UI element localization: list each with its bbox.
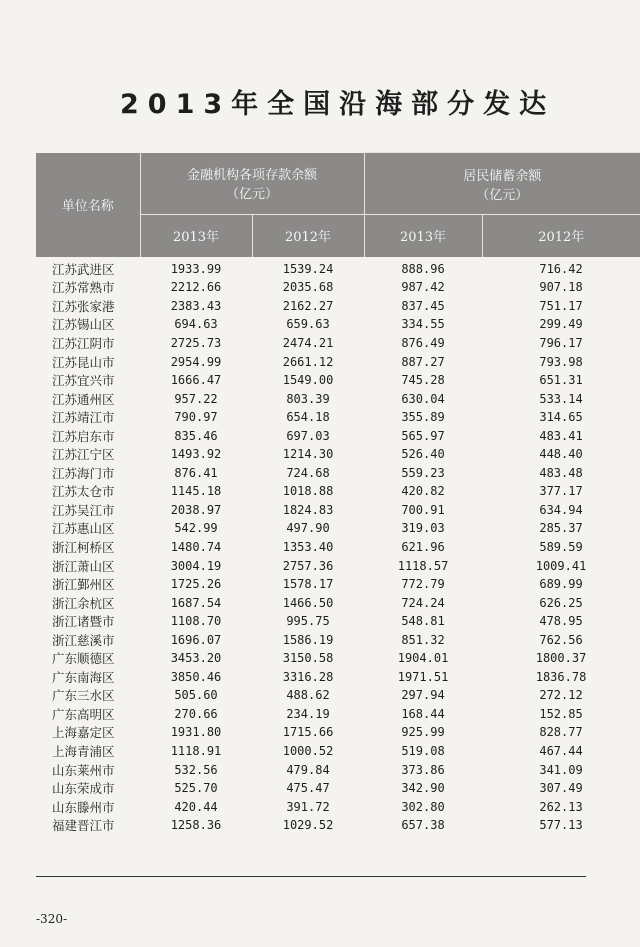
- row-value: 355.89: [401, 410, 445, 425]
- row-value: 796.17: [539, 335, 583, 350]
- table-row: [36, 593, 640, 612]
- table-row: [36, 723, 640, 742]
- row-value: 887.27: [401, 354, 445, 369]
- header-year: 2013年: [140, 215, 252, 257]
- row-value: 297.94: [401, 688, 445, 703]
- row-value: 314.65: [539, 410, 583, 425]
- row-value: 1549.00: [282, 373, 334, 388]
- row-value: 334.55: [401, 317, 445, 332]
- row-value: 1687.54: [170, 595, 222, 610]
- row-value: 565.97: [401, 428, 445, 443]
- header-deposits-unit: （亿元）: [226, 187, 279, 203]
- table-row: [36, 389, 640, 408]
- row-value: 1725.26: [170, 577, 222, 592]
- table-row: [36, 445, 640, 464]
- row-unit-name: 江苏江宁区: [52, 447, 115, 463]
- row-value: 589.59: [539, 539, 583, 554]
- row-value: 1493.92: [170, 447, 222, 462]
- header-unit-name: 单位名称: [36, 153, 140, 257]
- row-value: 634.94: [539, 502, 583, 517]
- row-value: 907.18: [539, 280, 583, 295]
- row-value: 270.66: [174, 706, 218, 721]
- row-value: 1824.83: [282, 502, 334, 517]
- row-value: 751.17: [539, 298, 583, 313]
- row-value: 1578.17: [282, 577, 334, 592]
- row-value: 532.56: [174, 762, 218, 777]
- data-table-wrapper: [36, 152, 640, 834]
- row-unit-name: 江苏锡山区: [52, 317, 115, 333]
- row-value: 957.22: [174, 391, 218, 406]
- row-value: 790.97: [174, 410, 218, 425]
- table-row: [36, 352, 640, 371]
- row-value: 1666.47: [170, 373, 222, 388]
- row-unit-name: 浙江鄞州区: [52, 577, 115, 593]
- row-value: 1466.50: [282, 595, 334, 610]
- row-value: 1258.36: [170, 818, 222, 833]
- row-value: 2954.99: [170, 354, 222, 369]
- header-deposits-group: [140, 153, 364, 215]
- row-value: 577.13: [539, 818, 583, 833]
- row-value: 234.19: [286, 706, 330, 721]
- table-body: [36, 257, 640, 835]
- row-value: 1118.57: [397, 558, 449, 573]
- row-value: 2038.97: [170, 502, 222, 517]
- row-unit-name: 上海青浦区: [52, 743, 115, 759]
- row-value: 1480.74: [170, 539, 222, 554]
- row-value: 630.04: [401, 391, 445, 406]
- row-value: 700.91: [401, 502, 445, 517]
- row-value: 341.09: [539, 762, 583, 777]
- row-unit-name: 江苏张家港: [52, 298, 115, 314]
- row-value: 377.17: [539, 484, 583, 499]
- row-value: 689.99: [539, 577, 583, 592]
- row-value: 3150.58: [282, 651, 334, 666]
- row-value: 724.68: [286, 465, 330, 480]
- row-value: 1353.40: [282, 539, 334, 554]
- row-unit-name: 江苏海门市: [52, 465, 115, 481]
- row-value: 1931.80: [170, 725, 222, 740]
- table-row: [36, 278, 640, 297]
- row-value: 533.14: [539, 391, 583, 406]
- row-value: 319.03: [401, 521, 445, 536]
- table-row: [36, 630, 640, 649]
- row-value: 2757.36: [282, 558, 334, 573]
- table-row: [36, 315, 640, 334]
- row-value: 420.44: [174, 799, 218, 814]
- row-value: 302.80: [401, 799, 445, 814]
- header-year: 2012年: [252, 215, 364, 257]
- row-value: 168.44: [401, 706, 445, 721]
- table-row: [36, 556, 640, 575]
- row-value: 772.79: [401, 577, 445, 592]
- row-value: 793.98: [539, 354, 583, 369]
- row-value: 478.95: [539, 614, 583, 629]
- row-value: 488.62: [286, 688, 330, 703]
- row-value: 299.49: [539, 317, 583, 332]
- row-value: 657.38: [401, 818, 445, 833]
- row-value: 548.81: [401, 614, 445, 629]
- row-value: 835.46: [174, 428, 218, 443]
- data-table: [36, 152, 640, 834]
- row-value: 2661.12: [282, 354, 334, 369]
- row-value: 1836.78: [535, 669, 587, 684]
- row-value: 2212.66: [170, 280, 222, 295]
- row-value: 2725.73: [170, 335, 222, 350]
- row-value: 152.85: [539, 706, 583, 721]
- row-value: 2162.27: [282, 298, 334, 313]
- row-value: 307.49: [539, 781, 583, 796]
- row-value: 542.99: [174, 521, 218, 536]
- row-value: 342.90: [401, 781, 445, 796]
- row-value: 391.72: [286, 799, 330, 814]
- row-value: 262.13: [539, 799, 583, 814]
- row-value: 654.18: [286, 410, 330, 425]
- row-value: 1029.52: [282, 818, 334, 833]
- row-unit-name: 上海嘉定区: [52, 725, 115, 741]
- row-value: 3453.20: [170, 651, 222, 666]
- row-value: 851.32: [401, 632, 445, 647]
- row-unit-name: 浙江萧山区: [52, 558, 115, 574]
- page-title: 2013年全国沿海部分发达: [120, 89, 556, 120]
- row-value: 925.99: [401, 725, 445, 740]
- row-value: 1214.30: [282, 447, 334, 462]
- table-row: [36, 426, 640, 445]
- row-value: 1539.24: [282, 261, 334, 276]
- row-unit-name: 浙江柯桥区: [52, 539, 115, 555]
- row-value: 1904.01: [397, 651, 449, 666]
- row-value: 716.42: [539, 261, 583, 276]
- page-number: -320-: [36, 912, 68, 926]
- table-row: [36, 482, 640, 501]
- row-value: 373.86: [401, 762, 445, 777]
- header-savings-unit: （亿元）: [476, 187, 529, 203]
- table-row: [36, 705, 640, 724]
- row-value: 1715.66: [282, 725, 334, 740]
- row-unit-name: 江苏宜兴市: [52, 373, 115, 389]
- row-value: 1108.70: [170, 614, 222, 629]
- row-value: 1118.91: [170, 743, 222, 758]
- table-row: [36, 760, 640, 779]
- row-value: 497.90: [286, 521, 330, 536]
- row-value: 2474.21: [282, 335, 334, 350]
- row-value: 1000.52: [282, 743, 334, 758]
- row-unit-name: 江苏太仓市: [52, 484, 115, 500]
- row-unit-name: 江苏江阴市: [52, 335, 115, 351]
- row-value: 505.60: [174, 688, 218, 703]
- row-value: 2383.43: [170, 298, 222, 313]
- row-unit-name: 江苏靖江市: [52, 410, 115, 426]
- table-row: [36, 464, 640, 483]
- table-row: [36, 668, 640, 687]
- table-row: [36, 297, 640, 316]
- row-unit-name: 福建晋江市: [52, 818, 115, 834]
- row-value: 3850.46: [170, 669, 222, 684]
- row-unit-name: 浙江诸暨市: [52, 614, 115, 630]
- table-row: [36, 816, 640, 835]
- row-value: 651.31: [539, 373, 583, 388]
- row-value: 483.41: [539, 428, 583, 443]
- row-value: 272.12: [539, 688, 583, 703]
- row-value: 828.77: [539, 725, 583, 740]
- row-value: 475.47: [286, 781, 330, 796]
- table-row: [36, 371, 640, 390]
- row-unit-name: 浙江慈溪市: [52, 632, 115, 648]
- row-value: 3316.28: [282, 669, 334, 684]
- row-value: 479.84: [286, 762, 330, 777]
- row-value: 995.75: [286, 614, 330, 629]
- row-value: 724.24: [401, 595, 445, 610]
- table-row: [36, 519, 640, 538]
- row-value: 876.41: [174, 465, 218, 480]
- table-row: [36, 538, 640, 557]
- row-value: 526.40: [401, 447, 445, 462]
- table-row: [36, 501, 640, 520]
- row-value: 285.37: [539, 521, 583, 536]
- row-value: 2035.68: [282, 280, 334, 295]
- row-value: 525.70: [174, 781, 218, 796]
- row-value: 837.45: [401, 298, 445, 313]
- table-row: [36, 686, 640, 705]
- row-unit-name: 江苏常熟市: [52, 280, 115, 296]
- row-value: 803.39: [286, 391, 330, 406]
- row-value: 1933.99: [170, 261, 222, 276]
- row-unit-name: 江苏启东市: [52, 428, 115, 444]
- header-year: 2013年: [364, 215, 482, 257]
- row-value: 559.23: [401, 465, 445, 480]
- row-value: 1971.51: [397, 669, 449, 684]
- row-unit-name: 广东南海区: [52, 669, 115, 685]
- header-year: 2012年: [482, 215, 640, 257]
- table-row: [36, 612, 640, 631]
- row-value: 762.56: [539, 632, 583, 647]
- header-deposits-label: 金融机构各项存款余额: [187, 168, 318, 184]
- row-value: 987.42: [401, 280, 445, 295]
- row-unit-name: 江苏昆山市: [52, 354, 115, 370]
- row-unit-name: 山东荣成市: [52, 781, 115, 797]
- row-unit-name: 江苏吴江市: [52, 502, 115, 518]
- row-value: 626.25: [539, 595, 583, 610]
- row-value: 420.82: [401, 484, 445, 499]
- header-savings-label: 居民储蓄余额: [463, 168, 542, 184]
- row-value: 448.40: [539, 447, 583, 462]
- row-value: 876.49: [401, 335, 445, 350]
- row-value: 1696.07: [170, 632, 222, 647]
- row-value: 1009.41: [535, 558, 587, 573]
- row-unit-name: 广东顺德区: [52, 651, 115, 667]
- row-value: 1586.19: [282, 632, 334, 647]
- row-unit-name: 江苏武进区: [52, 261, 115, 277]
- row-unit-name: 广东三水区: [52, 688, 115, 704]
- table-row: [36, 575, 640, 594]
- row-value: 519.08: [401, 743, 445, 758]
- row-unit-name: 广东高明区: [52, 706, 115, 722]
- row-value: 467.44: [539, 743, 583, 758]
- row-unit-name: 江苏惠山区: [52, 521, 115, 537]
- row-value: 697.03: [286, 428, 330, 443]
- table-row: [36, 257, 640, 279]
- table-row: [36, 649, 640, 668]
- row-value: 1145.18: [170, 484, 222, 499]
- row-value: 621.96: [401, 539, 445, 554]
- row-value: 659.63: [286, 317, 330, 332]
- row-value: 888.96: [401, 261, 445, 276]
- table-row: [36, 779, 640, 798]
- row-unit-name: 山东莱州市: [52, 762, 115, 778]
- row-value: 483.48: [539, 465, 583, 480]
- table-row: [36, 742, 640, 761]
- row-value: 3004.19: [170, 558, 222, 573]
- table-row: [36, 334, 640, 353]
- row-unit-name: 浙江余杭区: [52, 595, 115, 611]
- row-unit-name: 江苏通州区: [52, 391, 115, 407]
- row-unit-name: 山东滕州市: [52, 799, 115, 815]
- row-value: 694.63: [174, 317, 218, 332]
- row-value: 1800.37: [535, 651, 587, 666]
- table-bottom-rule: [36, 876, 586, 877]
- row-value: 1018.88: [282, 484, 334, 499]
- table-row: [36, 797, 640, 816]
- table-row: [36, 408, 640, 427]
- header-savings-group: [364, 153, 640, 215]
- row-value: 745.28: [401, 373, 445, 388]
